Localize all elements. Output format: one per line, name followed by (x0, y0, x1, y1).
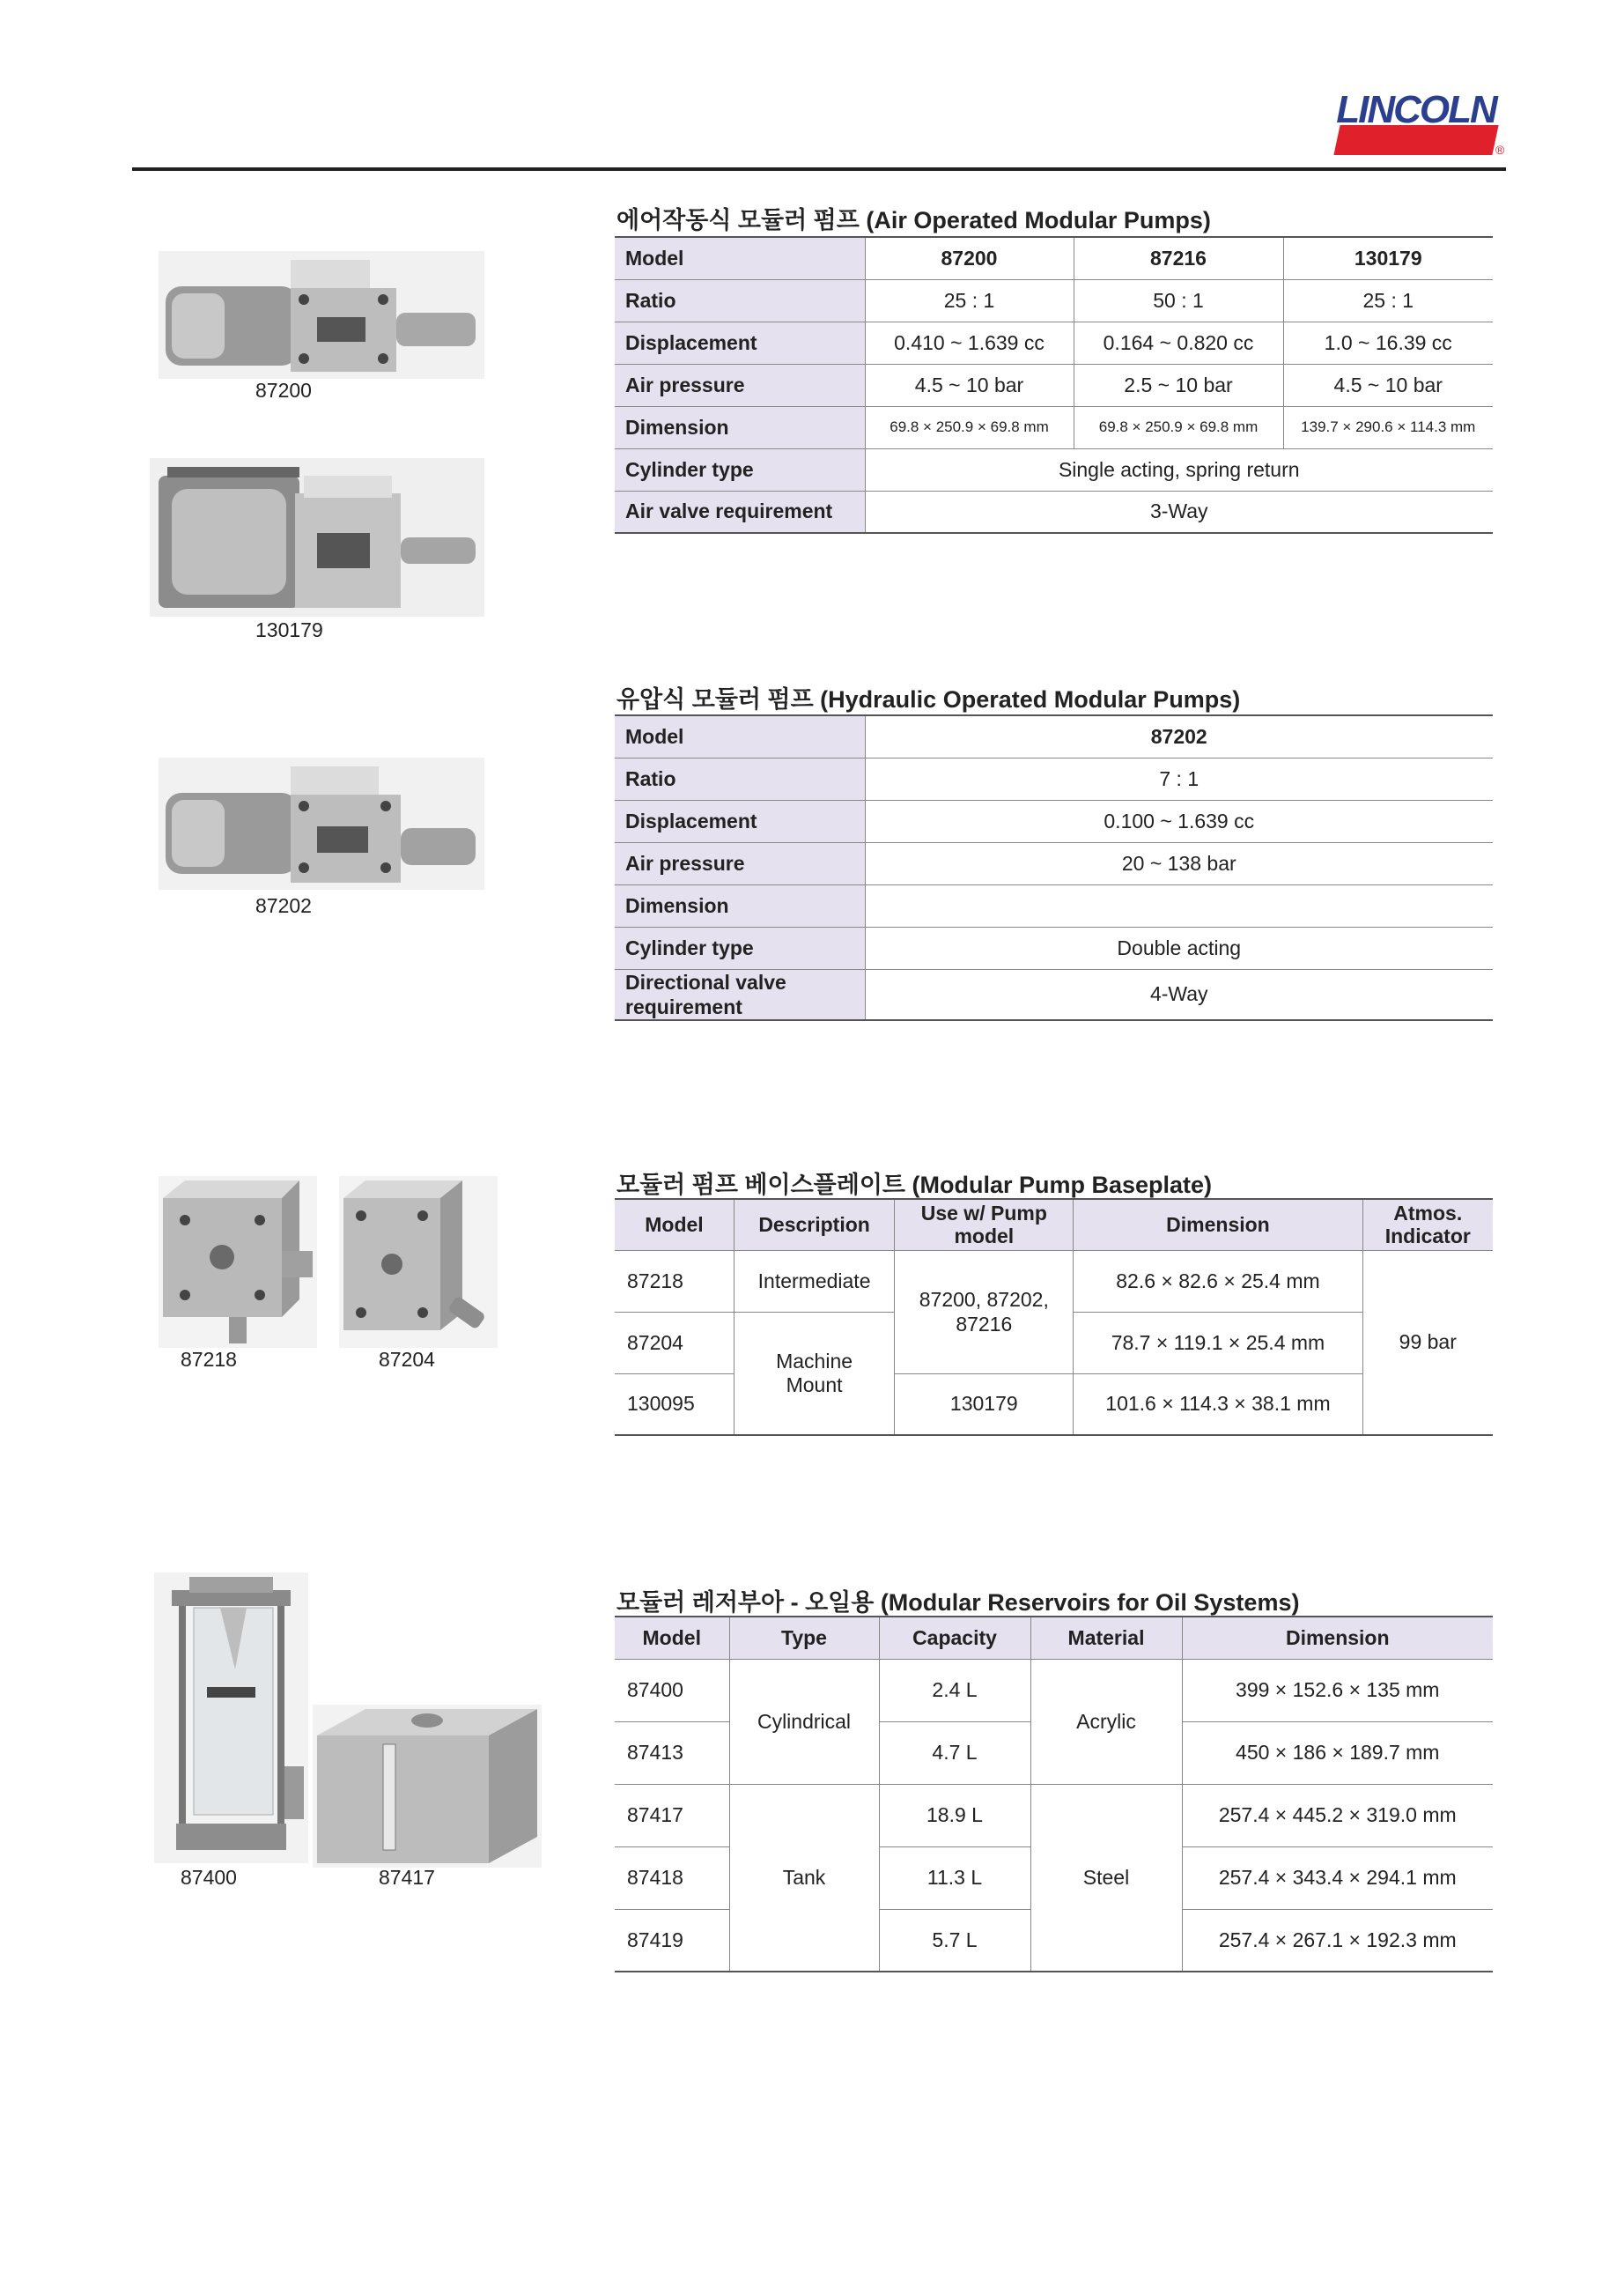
use-pump-cell: 87200, 87202, 87216 (895, 1250, 1074, 1373)
table-cell: Double acting (865, 927, 1493, 969)
description-cell: Machine Mount (734, 1312, 894, 1435)
table-cell: Single acting, spring return (865, 448, 1493, 491)
table-cell: 2.5 ~ 10 bar (1074, 364, 1283, 406)
table-row (615, 969, 1493, 1020)
row-label: Air pressure (615, 364, 865, 406)
table-row (615, 322, 1493, 364)
table-cell: 0.164 ~ 0.820 cc (1074, 322, 1283, 364)
column-header: Dimension (1182, 1617, 1493, 1659)
row-label: Cylinder type (615, 448, 865, 491)
column-header: Type (729, 1617, 879, 1659)
baseplate-title: 모듈러 펌프 베이스플레이트 (Modular Pump Baseplate) (616, 1172, 1213, 1198)
caption-87417: 87417 (379, 1866, 435, 1889)
reservoir-87417-image (313, 1705, 542, 1868)
air-pumps-title: 에어작동식 모듈러 펌프 (Air Operated Modular Pumps) (616, 207, 1211, 233)
pump-130179-image (150, 458, 484, 617)
type-cell: Tank (729, 1784, 879, 1972)
baseplate-87204-image (339, 1176, 498, 1348)
table-cell: 25 : 1 (1283, 279, 1493, 322)
capacity-cell: 2.4 L (879, 1659, 1030, 1721)
model-cell: 87417 (615, 1784, 729, 1846)
table-cell: 20 ~ 138 bar (865, 842, 1493, 884)
column-header: Use w/ Pump model (895, 1199, 1074, 1250)
hydraulic-pumps-title: 유압식 모듈러 펌프 (Hydraulic Operated Modular Pumps) (616, 686, 1241, 713)
row-label: Cylinder type (615, 927, 865, 969)
row-label: Air valve requirement (615, 491, 865, 533)
model-cell: 130095 (615, 1373, 734, 1435)
air-pumps-table (615, 236, 1493, 534)
dimension-cell: 257.4 × 343.4 × 294.1 mm (1182, 1846, 1493, 1909)
capacity-cell: 5.7 L (879, 1909, 1030, 1972)
capacity-cell: 4.7 L (879, 1721, 1030, 1784)
table-cell: 7 : 1 (865, 758, 1493, 800)
table-row (615, 884, 1493, 927)
table-cell: 4-Way (865, 969, 1493, 1020)
table-row (615, 842, 1493, 884)
column-header: Atmos. Indicator (1362, 1199, 1493, 1250)
column-header: Capacity (879, 1617, 1030, 1659)
table-cell: 1.0 ~ 16.39 cc (1283, 322, 1493, 364)
capacity-cell: 18.9 L (879, 1784, 1030, 1846)
logo-registered-mark: ® (1495, 143, 1505, 157)
table-row (615, 800, 1493, 842)
material-cell: Acrylic (1030, 1659, 1182, 1784)
lincoln-logo (1328, 88, 1504, 159)
table-row (615, 715, 1493, 758)
caption-87218: 87218 (181, 1348, 237, 1371)
table-cell: 139.7 × 290.6 × 114.3 mm (1283, 406, 1493, 448)
table-row (615, 279, 1493, 322)
row-label: Directional valve requirement (615, 969, 865, 1020)
model-cell: 130179 (1283, 237, 1493, 279)
column-header: Model (615, 1617, 729, 1659)
table-row (615, 1659, 1493, 1721)
row-label: Model (615, 237, 865, 279)
model-cell: 87200 (865, 237, 1074, 279)
hydraulic-pumps-table (615, 714, 1493, 1021)
row-label: Dimension (615, 406, 865, 448)
reservoir-title: 모듈러 레저부아 - 오일용 (Modular Reservoirs for Oil Systems) (616, 1589, 1300, 1616)
table-cell: 3-Way (865, 491, 1493, 533)
capacity-cell: 11.3 L (879, 1846, 1030, 1909)
column-header: Description (734, 1199, 894, 1250)
reservoir-87400-image (154, 1572, 308, 1863)
row-label: Ratio (615, 279, 865, 322)
model-cell: 87216 (1074, 237, 1283, 279)
dimension-cell: 450 × 186 × 189.7 mm (1182, 1721, 1493, 1784)
material-cell: Steel (1030, 1784, 1182, 1972)
row-label: Displacement (615, 322, 865, 364)
caption-87200: 87200 (255, 379, 312, 402)
header-rule (132, 167, 1506, 171)
model-cell: 87419 (615, 1909, 729, 1972)
model-cell: 87204 (615, 1312, 734, 1373)
column-header: Material (1030, 1617, 1182, 1659)
dimension-cell: 82.6 × 82.6 × 25.4 mm (1074, 1250, 1362, 1312)
dimension-cell: 257.4 × 445.2 × 319.0 mm (1182, 1784, 1493, 1846)
dimension-cell: 257.4 × 267.1 × 192.3 mm (1182, 1909, 1493, 1972)
table-row (615, 237, 1493, 279)
table-cell: 0.100 ~ 1.639 cc (865, 800, 1493, 842)
table-row (615, 927, 1493, 969)
table-row (615, 406, 1493, 448)
column-header: Model (615, 1199, 734, 1250)
column-header: Dimension (1074, 1199, 1362, 1250)
baseplate-table (615, 1198, 1493, 1436)
table-row (615, 448, 1493, 491)
caption-87400: 87400 (181, 1866, 237, 1889)
model-cell: 87418 (615, 1846, 729, 1909)
reservoir-table (615, 1616, 1493, 1972)
baseplate-87218-image (159, 1176, 317, 1348)
table-cell: 4.5 ~ 10 bar (1283, 364, 1493, 406)
description-cell: Intermediate (734, 1250, 894, 1312)
model-cell: 87400 (615, 1659, 729, 1721)
model-cell: 87413 (615, 1721, 729, 1784)
table-row (615, 758, 1493, 800)
table-row (615, 1250, 1493, 1312)
table-cell: 50 : 1 (1074, 279, 1283, 322)
table-cell: 69.8 × 250.9 × 69.8 mm (865, 406, 1074, 448)
caption-130179: 130179 (255, 618, 323, 641)
logo-text: LINCOLN (1336, 88, 1496, 131)
table-cell (865, 884, 1493, 927)
dimension-cell: 399 × 152.6 × 135 mm (1182, 1659, 1493, 1721)
table-row (615, 491, 1493, 533)
dimension-cell: 101.6 × 114.3 × 38.1 mm (1074, 1373, 1362, 1435)
dimension-cell: 78.7 × 119.1 × 25.4 mm (1074, 1312, 1362, 1373)
pump-87200-image (159, 251, 484, 379)
row-label: Dimension (615, 884, 865, 927)
use-pump-cell: 130179 (895, 1373, 1074, 1435)
table-cell: 25 : 1 (865, 279, 1074, 322)
indicator-cell: 99 bar (1362, 1250, 1493, 1435)
model-cell: 87202 (865, 715, 1493, 758)
table-cell: 4.5 ~ 10 bar (865, 364, 1074, 406)
table-cell: 69.8 × 250.9 × 69.8 mm (1074, 406, 1283, 448)
model-cell: 87218 (615, 1250, 734, 1312)
pump-87202-image (159, 758, 484, 890)
caption-87202: 87202 (255, 894, 312, 917)
table-row (615, 364, 1493, 406)
type-cell: Cylindrical (729, 1659, 879, 1784)
row-label: Displacement (615, 800, 865, 842)
table-cell: 0.410 ~ 1.639 cc (865, 322, 1074, 364)
table-header-row (615, 1617, 1493, 1659)
row-label: Model (615, 715, 865, 758)
row-label: Air pressure (615, 842, 865, 884)
row-label: Ratio (615, 758, 865, 800)
table-header-row (615, 1199, 1493, 1250)
caption-87204: 87204 (379, 1348, 435, 1371)
table-row (615, 1784, 1493, 1846)
